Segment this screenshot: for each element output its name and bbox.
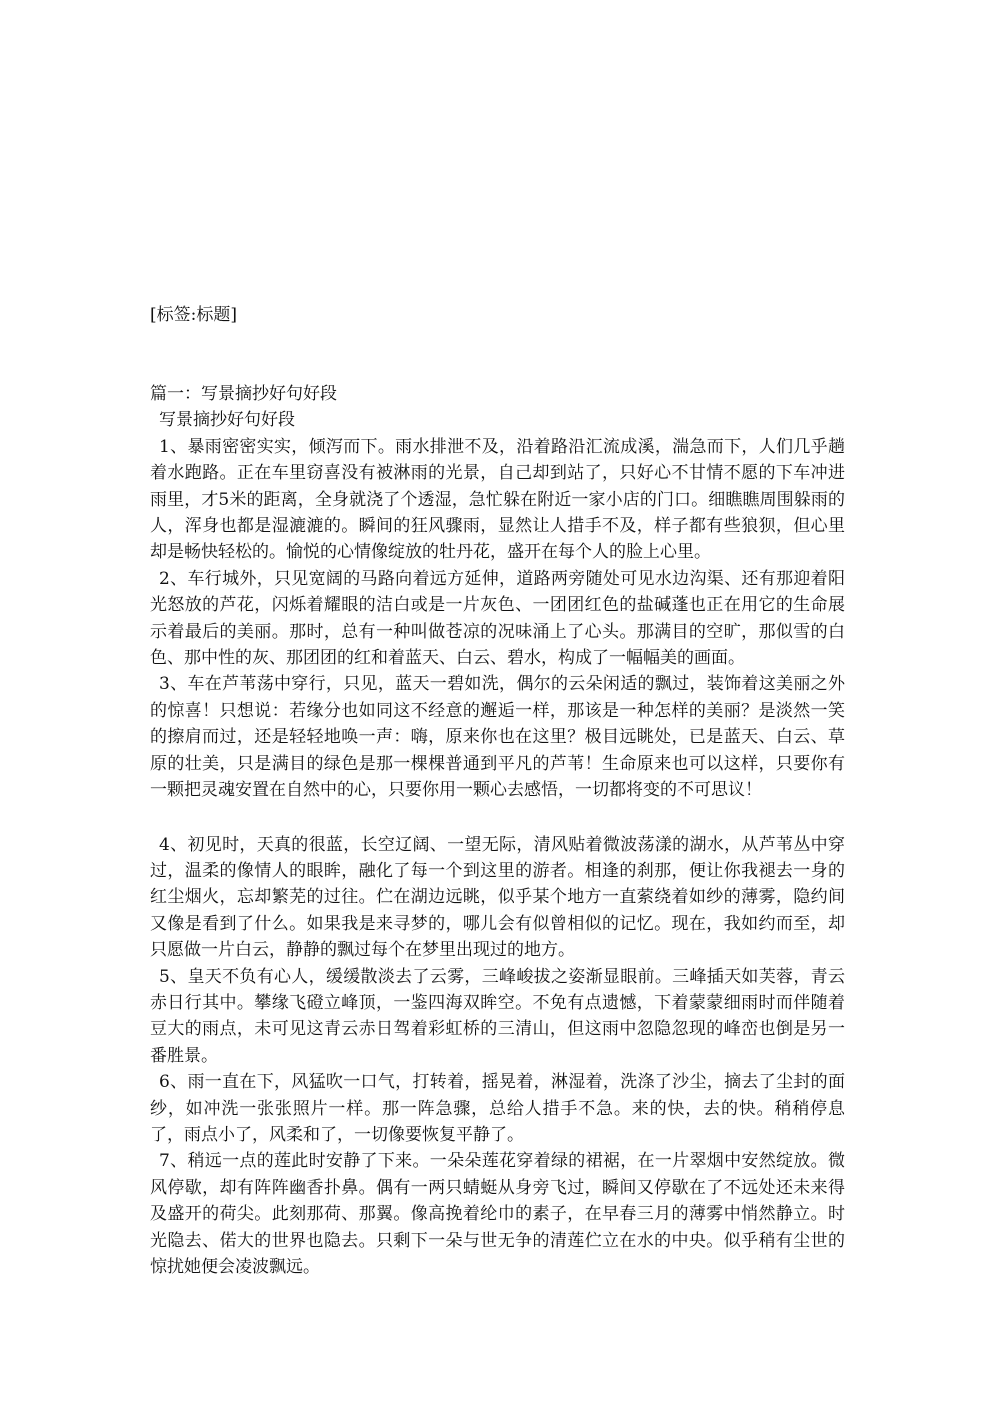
- paragraph-6: 6、雨一直在下，风猛吹一口气，打转着，摇晃着，淋湿着，洗涤了沙尘，摘去了尘封的面纱，如冲洗一张张照片一样。那一阵急骤，总给人措手不急。来的快，去的快。稍稍停息了，雨点小了，风柔和了，一切像要恢复平静了。: [150, 1072, 845, 1145]
- article-body: [150, 381, 845, 1280]
- paragraph-1: 1、暴雨密密实实，倾泻而下。雨水排泄不及，沿着路沿汇流成溪，湍急而下，人们几乎趟着水跑路。正在车里窃喜没有被淋雨的光景，自己却到站了，只好心不甘情不愿的下车冲进雨里，才5米的距离，全身就浇了个透湿，急忙躲在附近一家小店的门口。细瞧瞧周围躲雨的人，浑身也都是湿漉漉的。瞬间的狂风骤雨，显然让人措手不及，样子都有些狼狈，但心里却是畅快轻松的。愉悦的心情像绽放的牡丹花，盛开在每个人的脸上心里。: [150, 436, 845, 563]
- paragraph-gap: [150, 804, 845, 832]
- paragraph-5: 5、皇天不负有心人，缓缓散淡去了云雾，三峰峻拔之姿渐显眼前。三峰插天如芙蓉，青云赤日行其中。攀缘飞磴立峰顶，一鉴四海双眸空。不免有点遗憾，下着蒙蒙细雨时而伴随着豆大的雨点，未可见这青云赤日驾着彩虹桥的三清山，但这雨中忽隐忽现的峰峦也倒是另一番胜景。: [150, 966, 845, 1066]
- tag-placeholder: [标签:标题]: [150, 305, 237, 325]
- chapter-heading: 篇一：写景摘抄好句好段: [150, 384, 337, 404]
- article-title: 写景摘抄好句好段: [159, 410, 295, 431]
- paragraph-7: 7、稍远一点的莲此时安静了下来。一朵朵莲花穿着绿的裙裾，在一片翠烟中安然绽放。微风停歇，却有阵阵幽香扑鼻。偶有一两只蜻蜓从身旁飞过，瞬间又停歇在了不远处还未来得及盛开的荷尖。此刻那荷、那翼。像高挽着纶巾的素子，在早春三月的薄雾中悄然静立。时光隐去、偌大的世界也隐去。只剩下一朵与世无争的清莲伫立在水的中央。似乎稍有尘世的惊扰她便会凌波飘远。: [150, 1151, 845, 1277]
- paragraph-2: 2、车行城外，只见宽阔的马路向着远方延伸，道路两旁随处可见水边沟渠、还有那迎着阳光怒放的芦花，闪烁着耀眼的洁白或是一片灰色、一团团红色的盐碱蓬也正在用它的生命展示着最后的美丽。那时，总有一种叫做苍凉的况味涌上了心头。那满目的空旷，那似雪的白色、那中性的灰、那团团的红和着蓝天、白云、碧水，构成了一幅幅美的画面。: [150, 568, 845, 669]
- paragraph-3: 3、车在芦苇荡中穿行，只见，蓝天一碧如洗，偶尔的云朵闲适的飘过，装饰着这美丽之外的惊喜！只想说：若缘分也如同这不经意的邂逅一样，那该是一种怎样的美丽？是淡然一笑的擦肩而过，还是轻轻地唤一声：嗨，原来你也在这里？极目远眺处，已是蓝天、白云、草原的壮美，只是满目的绿色是那一棵棵普通到平凡的芦苇！生命原来也可以这样，只要你有一颗把灵魂安置在自然中的心，只要你用一颗心去感悟，一切都将变的不可思议！: [150, 674, 845, 801]
- paragraph-4: 4、初见时，天真的很蓝，长空辽阔、一望无际，清风贴着微波荡漾的湖水，从芦苇丛中穿过，温柔的像情人的眼眸，融化了每一个到这里的游者。相逢的刹那，便让你我褪去一身的红尘烟火，忘却繁芜的过往。伫在湖边远眺，似乎某个地方一直萦绕着如纱的薄雾，隐约间又像是看到了什么。如果我是来寻梦的，哪儿会有似曾相似的记忆。现在，我如约而至，却只愿做一片白云，静静的飘过每个在梦里出现过的地方。: [150, 834, 845, 961]
